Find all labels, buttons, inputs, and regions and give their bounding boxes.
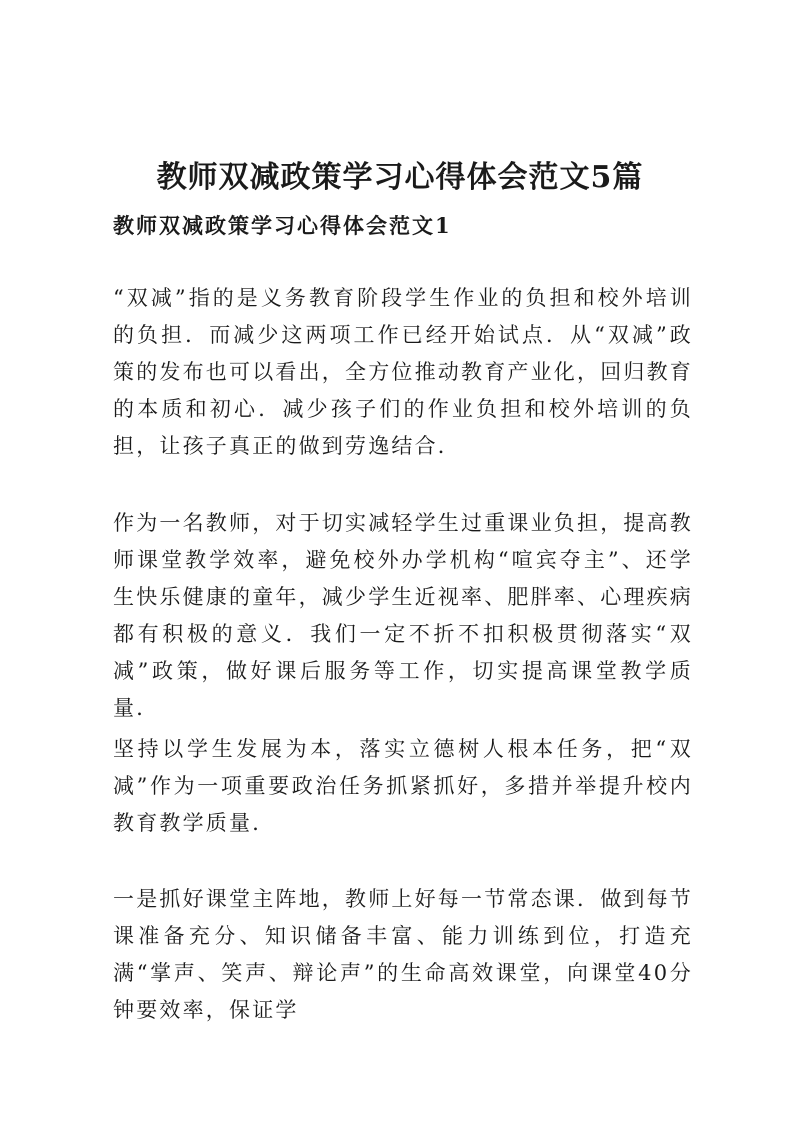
paragraph-2: 作为一名教师，对于切实减轻学生过重课业负担，提高教师课堂教学效率，避免校外办学机构“喧宾夺主”、还学生快乐健康的童年，减少学生近视率、肥胖率、心理疾病都有积极的意义．我们一定不折不扣积极贯彻落实“双减”政策，做好课后服务等工作，切实提高课堂教学质量． (113, 511, 693, 720)
document-title: 教师双减政策学习心得体会范文5篇 (156, 160, 644, 195)
paragraph-1: “双减”指的是义务教育阶段学生作业的负担和校外培训的负担．而减少这两项工作已经开始试点．从“双减”政策的发布也可以看出，全方位推动教育产业化，回归教育的本质和初心．减少孩子们的作业负担和校外培训的负担，让孩子真正的做到劳逸结合． (113, 286, 693, 458)
section-subtitle: 教师双减政策学习心得体会范文1 (113, 213, 452, 238)
paragraph-4: 一是抓好课堂主阵地，教师上好每一节常态课．做到每节课准备充分、知识储备丰富、能力训练到位，打造充满“掌声、笑声、辩论声”的生命高效课堂，向课堂40分钟要效率，保证学 (113, 887, 693, 1022)
paragraph-3: 坚持以学生发展为本，落实立德树人根本任务，把“双减”作为一项重要政治任务抓紧抓好，多措并举提升校内教育教学质量． (113, 737, 693, 835)
